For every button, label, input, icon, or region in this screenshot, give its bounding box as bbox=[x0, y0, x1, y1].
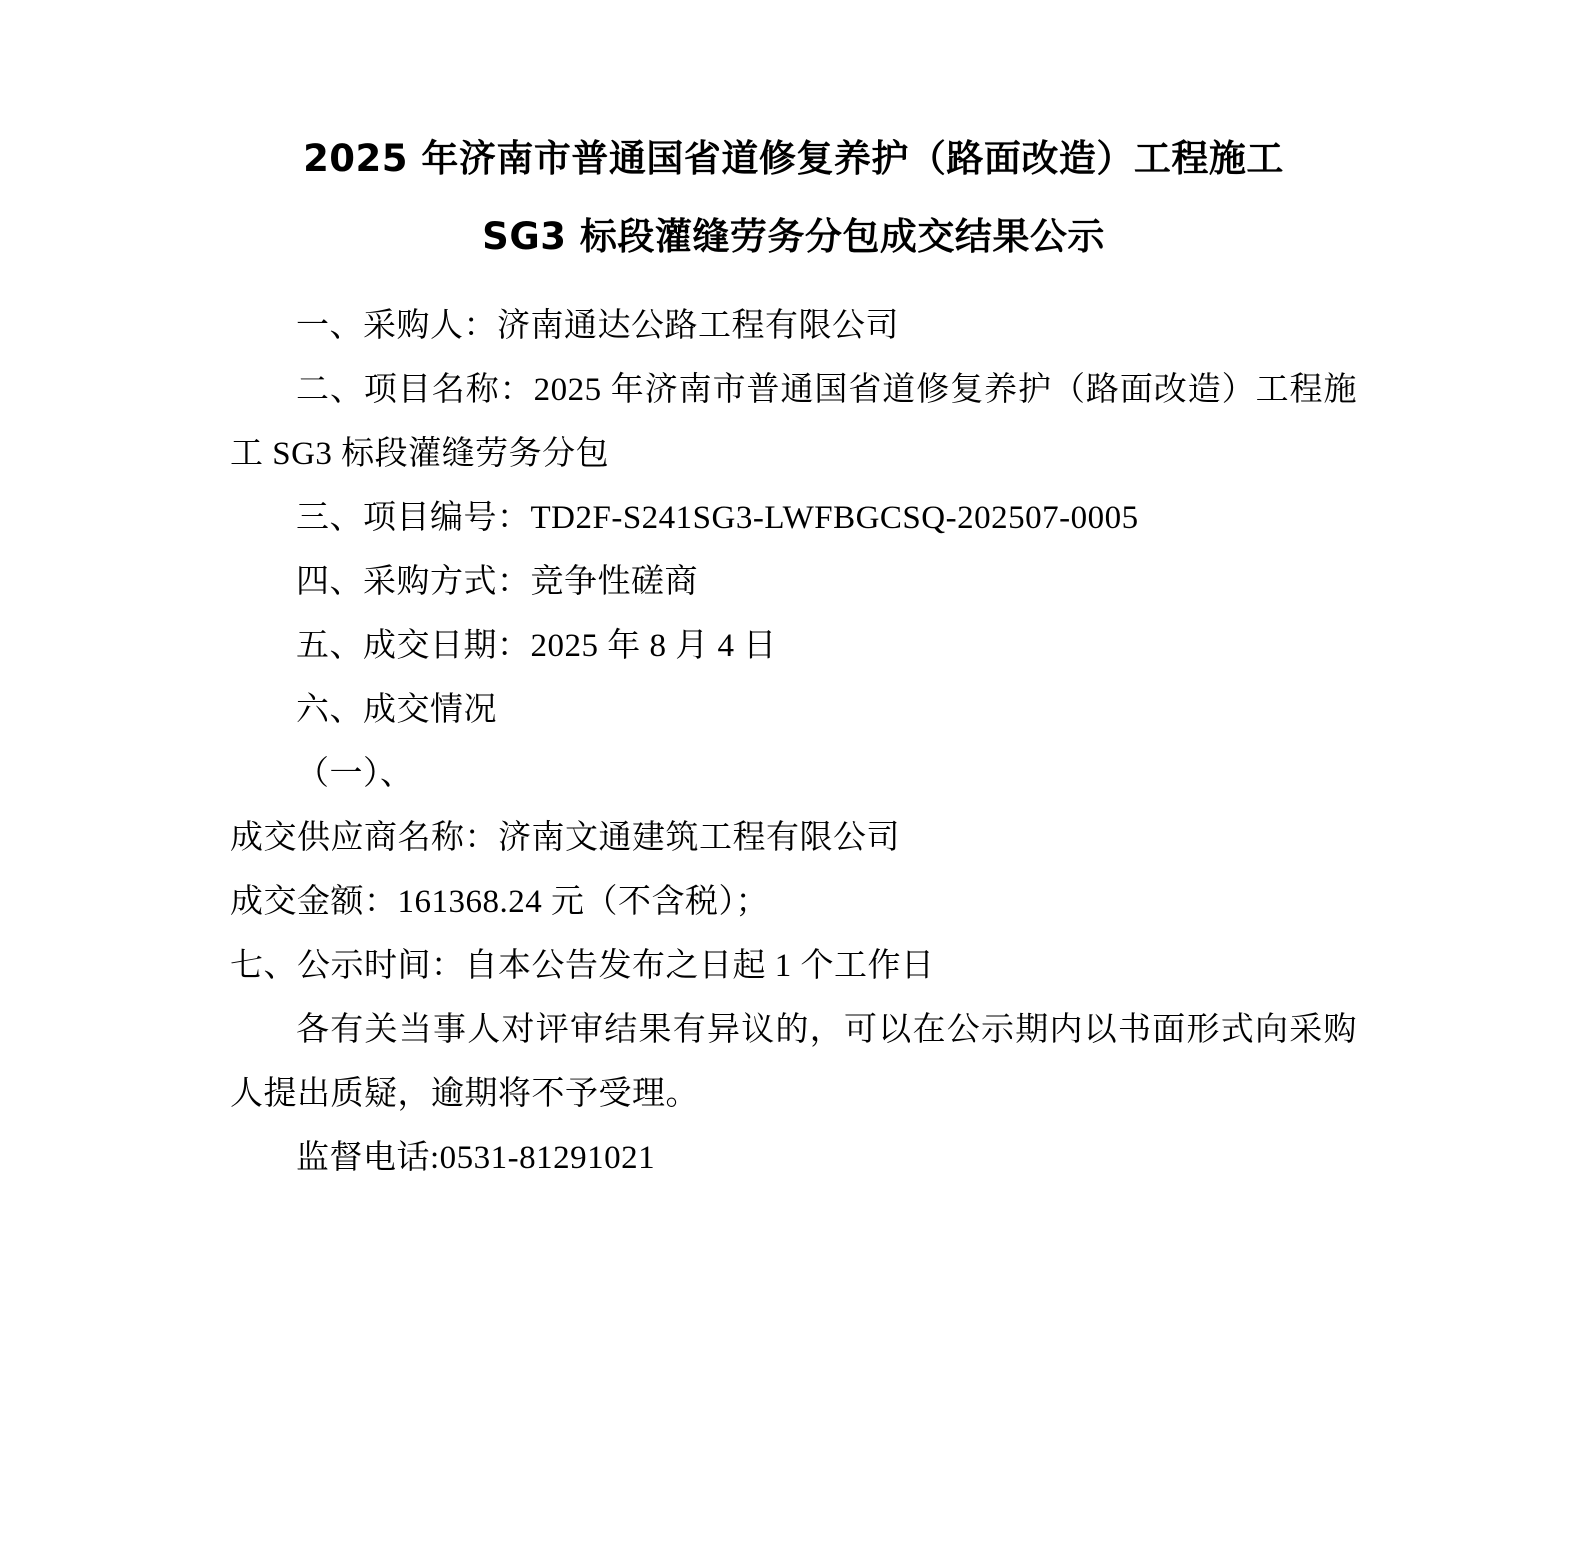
document-body bbox=[230, 294, 1357, 1190]
paragraph-supplier-name: 成交供应商名称：济南文通建筑工程有限公司 bbox=[230, 820, 900, 856]
paragraph-supervision-phone: 监督电话:0531-81291021 bbox=[296, 1140, 656, 1176]
paragraph-purchaser: 一、采购人：济南通达公路工程有限公司 bbox=[296, 308, 899, 344]
paragraph-award-item-one: （一）、 bbox=[296, 756, 414, 792]
paragraph-publicity-period: 七、公示时间：自本公告发布之日起 1 个工作日 bbox=[230, 948, 935, 984]
paragraph-project-name: 二、项目名称：2025 年济南市普通国省道修复养护（路面改造）工程施工 SG3 标段灌缝劳务分包 bbox=[230, 372, 1357, 472]
page-title-line-2: SG3 标段灌缝劳务分包成交结果公示 bbox=[482, 215, 1105, 258]
paragraph-award-situation-heading: 六、成交情况 bbox=[296, 692, 497, 728]
paragraph-project-number: 三、项目编号：TD2F-S241SG3-LWFBGCSQ-202507-0005 bbox=[296, 500, 1139, 536]
paragraph-award-amount: 成交金额：161368.24 元（不含税）； bbox=[230, 884, 769, 920]
paragraph-award-date: 五、成交日期：2025 年 8 月 4 日 bbox=[296, 628, 777, 664]
page-title bbox=[230, 120, 1357, 276]
paragraph-objection-notice: 各有关当事人对评审结果有异议的，可以在公示期内以书面形式向采购人提出质疑，逾期将不予受理。 bbox=[230, 1012, 1357, 1112]
paragraph-procurement-method: 四、采购方式：竞争性磋商 bbox=[296, 564, 698, 600]
page-title-line-1: 2025 年济南市普通国省道修复养护（路面改造）工程施工 bbox=[303, 137, 1284, 180]
